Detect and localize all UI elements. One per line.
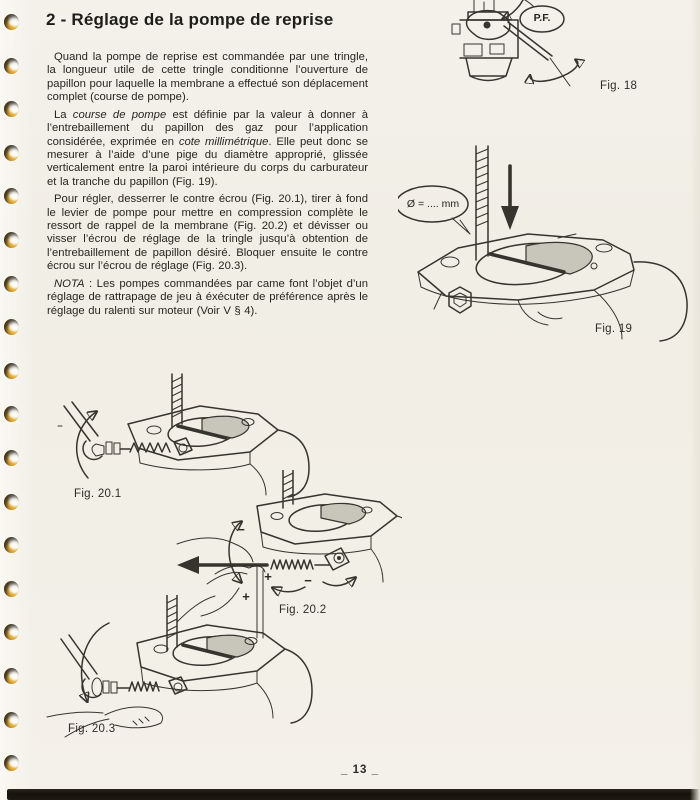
binding-hole: [4, 319, 19, 335]
diameter-balloon-label: Ø = .... mm: [406, 198, 460, 210]
binding-hole: [4, 494, 19, 510]
binding-hole: [4, 58, 19, 74]
figure-20-3: [45, 595, 317, 752]
pf-balloon-label: P.F.: [533, 12, 551, 24]
figure-20-1-caption: Fig. 20.1: [74, 488, 122, 500]
figure-20-3-caption: Fig. 20.3: [68, 723, 116, 735]
minus-sign-top: −: [237, 522, 245, 537]
figure-18: [430, 0, 650, 102]
paragraph: La course de pompe est définie par la valeur à donner à l’entrebaillement du papillon des gaz pour l’application considérée, exprimée en cote millimétrique. Elle peut donc se mesurer à l’aide d’une pige du diamètre approprié, glissée verticalement entre la paroi intérieure du corps du carburateur et la tranche du papillon (Fig. 19).: [47, 108, 368, 188]
page-title: 2 - Réglage de la pompe de reprise: [46, 10, 334, 29]
binding-hole: [4, 101, 19, 117]
binding-hole: [4, 145, 19, 161]
binding-hole: [4, 712, 19, 728]
binding-hole: [4, 14, 19, 30]
page-bottom-edge: [7, 789, 700, 800]
binding-hole: [4, 450, 19, 466]
figure-19: [398, 142, 692, 344]
paragraph: NOTA : Les pompes commandées par came font l’objet d’un réglage de rattrapage de jeu à éxécuter de préférence après le réglage du ralenti sur moteur (Voir V § 4).: [47, 278, 368, 317]
page-number: _ 13 _: [341, 764, 379, 776]
figure-20-2-caption: Fig. 20.2: [279, 604, 327, 616]
binding-hole: [4, 406, 19, 422]
plus-sign-right: +: [264, 569, 272, 584]
paragraph: Quand la pompe de reprise est commandée par une tringle, la longueur utile de cette tringle conditionne l’ouverture de papillon pour laquelle la membrane a effectué son déplacement complet (course de pompe).: [47, 51, 368, 104]
body-text: [47, 51, 368, 323]
binding-hole: [4, 581, 19, 597]
binding-hole: [4, 755, 19, 771]
minus-sign-right: −: [304, 573, 312, 588]
binding-hole: [4, 537, 19, 553]
binding-hole: [4, 188, 19, 204]
gauge-pin-drawing: [398, 142, 692, 344]
binding-hole: [4, 232, 19, 248]
plus-sign-bottom: +: [242, 589, 250, 604]
binding-hole: [4, 624, 19, 640]
paragraph: Pour régler, desserrer le contre écrou (Fig. 20.1), tirer à fond le levier de pompe pour mettre en compression complète le ressort de rappel de la membrane (Fig. 20.2) et dévisser ou visser l’écrou de réglage de la tringle jusqu’à obtention de l’entrebaillement de papillon désiré. Bloquer ensuite le contre écrou sur l’écrou de réglage (Fig. 20.3).: [47, 193, 368, 273]
figure-18-caption: Fig. 18: [600, 80, 638, 92]
binding-hole: [4, 363, 19, 379]
binding-hole: [4, 276, 19, 292]
figure-19-caption: Fig. 19: [595, 323, 633, 335]
binding-hole: [4, 668, 19, 684]
